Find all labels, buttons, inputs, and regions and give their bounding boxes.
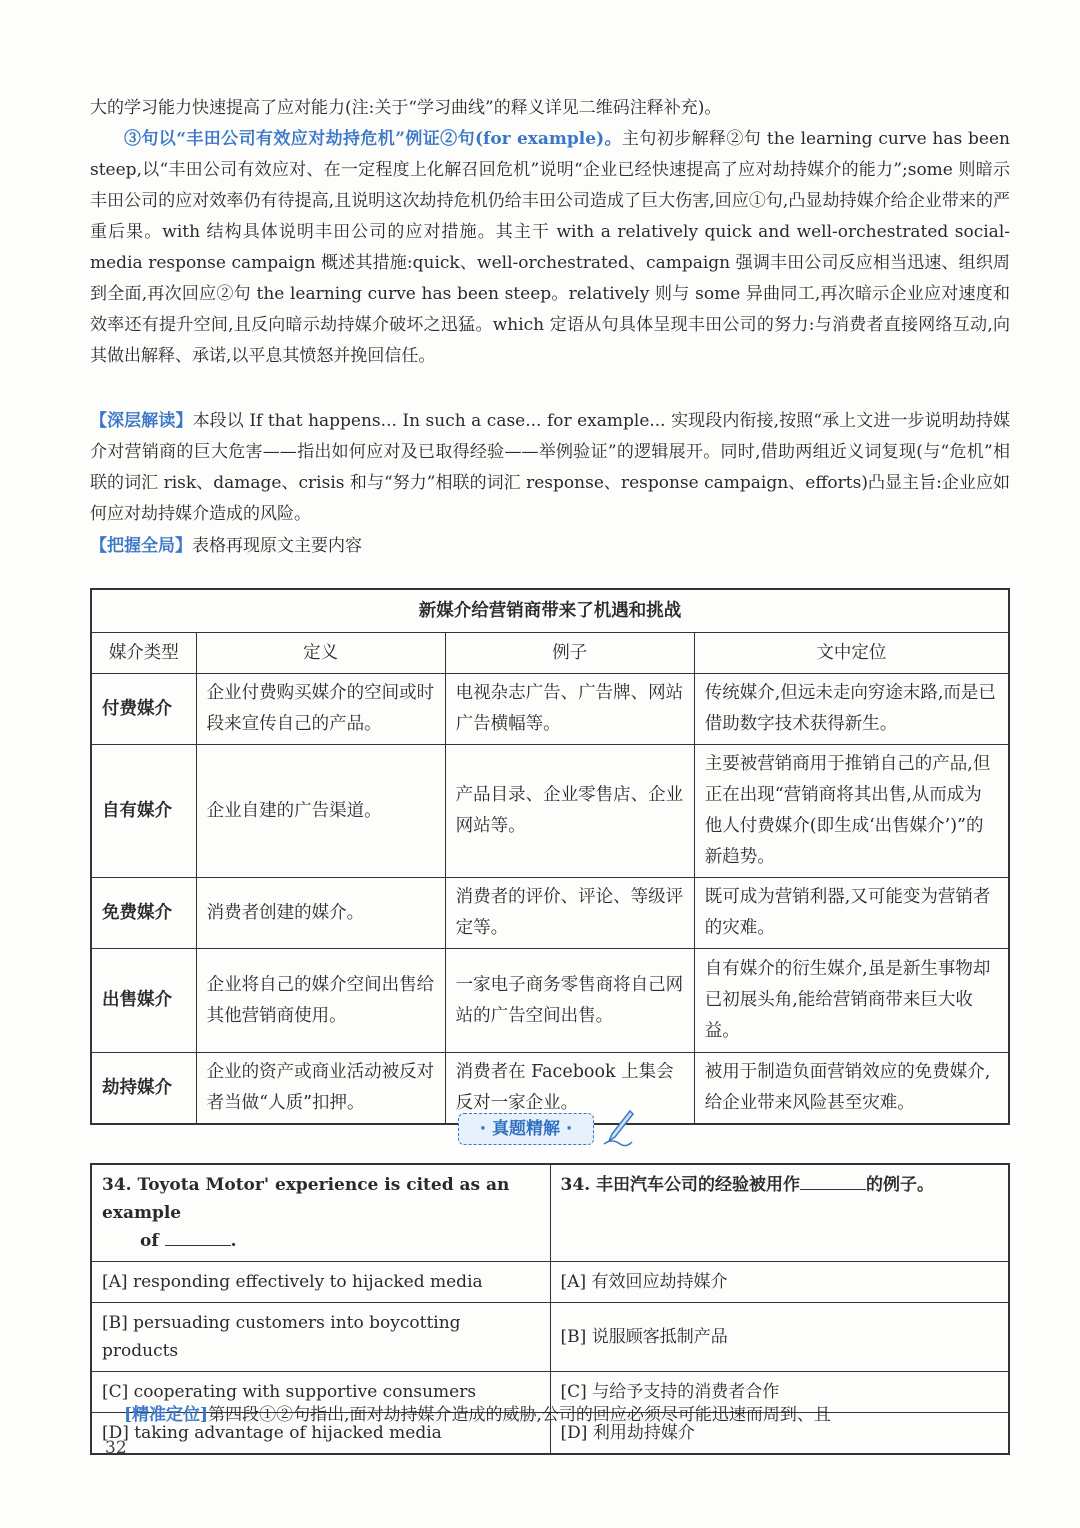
section-tag-locate: [精准定位] <box>124 1405 209 1425</box>
section-badge: · 真题精解 · <box>458 1113 594 1145</box>
paragraph-4: 【把握全局】表格再现原文主要内容 <box>90 536 362 556</box>
page-number: 32 <box>105 1438 127 1458</box>
answer-blank <box>165 1227 231 1246</box>
paragraph-2: ③句以“丰田公司有效应对劫持危机”例证②句(for example)。主句初步解释②句 the learning curve has been steep,以“丰田公司有效应对、在一定程度上化解召回危机”说明“企业已经快速提高了应对劫持媒介的能力”;some 则暗示丰田公司的应对效率仍有待提高,且说明这次劫持危机仍给丰田公司造成了巨大伤害,回应①句,凸显劫持媒介给企业带来的严重后果。with 结构具体说明丰田公司的应对措施。其主干 with a relatively quick and well-orchestrated social-media response campaign 概述其措施:quick、well-orchestrated、campaign 强调丰田公司反应相当迅速、组织周到全面,再次回应②句 the learning curve has been steep。relatively 则与 some 异曲同工,再次暗示企业应对速度和效率还有提升空间,且反向暗示劫持媒介破坏之迅猛。which 定语从句具体呈现丰田公司的努力:与消费者直接网络互动,向其做出解释、承诺,以平息其愤怒并挽回信任。 <box>90 129 1010 366</box>
answer-blank <box>800 1171 866 1190</box>
question-stem-en: 34. Toyota Motor' experience is cited as an example of . <box>91 1164 550 1262</box>
option-cn: [B] 说服顾客抵制产品 <box>550 1303 1009 1372</box>
option-row <box>91 1303 1009 1372</box>
table-row: 自有媒介 企业自建的广告渠道。 产品目录、企业零售店、企业网站等。 主要被营销商用于推销自己的产品,但正在出现“营销商将其出售,从而成为他人付费媒介(即生成‘出售媒介’)”的新趋势。 <box>91 745 1009 878</box>
section-tag-deep: 【深层解读】 <box>90 411 193 431</box>
highlight-lead: ③句以“丰田公司有效应对劫持危机”例证②句(for example)。 <box>124 129 622 149</box>
table-row: 免费媒介 消费者创建的媒介。 消费者的评价、评论、等级评定等。 既可成为营销利器,又可能变为营销者的灾难。 <box>91 878 1009 949</box>
option-cn: [D] 利用劫持媒介 <box>550 1413 1009 1455</box>
pen-icon <box>600 1108 636 1148</box>
option-cn: [A] 有效回应劫持媒介 <box>550 1262 1009 1303</box>
section-tag-overview: 【把握全局】 <box>90 536 192 556</box>
table-row: 劫持媒介 企业的资产或商业活动被反对者当做“人质”扣押。 消费者在 Facebook 上集会反对一家企业。 被用于制造负面营销效应的免费媒介,给企业带来风险甚至灾难。 <box>91 1053 1009 1125</box>
option-en: [D] taking advantage of hijacked media <box>91 1413 550 1455</box>
paragraph-5: [精准定位]第四段①②句指出,面对劫持媒介造成的威胁,公司的回应必须尽可能迅速而周到、且 <box>124 1405 831 1425</box>
table-header: 定义 <box>196 633 445 674</box>
option-en: [B] persuading customers into boycotting products <box>91 1303 550 1372</box>
paragraph-1: 大的学习能力快速提高了应对能力(注:关于“学习曲线”的释义详见二维码注释补充)。 <box>90 98 722 118</box>
media-table <box>90 588 1010 1125</box>
table-header: 媒介类型 <box>91 633 196 674</box>
table-row: 付费媒介 企业付费购买媒介的空间或时段来宣传自己的产品。 电视杂志广告、广告牌、网站广告横幅等。 传统媒介,但远未走向穷途末路,而是已借助数字技术获得新生。 <box>91 674 1009 745</box>
option-row <box>91 1262 1009 1303</box>
table-title: 新媒介给营销商带来了机遇和挑战 <box>91 589 1009 633</box>
paragraph-3: 【深层解读】本段以 If that happens... In such a case... for example... 实现段内衔接,按照“承上文进一步说明劫持媒介对营销商的巨大危害——指出如何应对及已取得经验——举例验证”的逻辑展开。同时,借助两组近义词复现(与“危机”相联的词汇 risk、damage、crisis 和与“努力”相联的词汇 response、response campaign、efforts)凸显主旨:企业应如何应对劫持媒介造成的风险。 <box>90 411 1011 524</box>
question-stem-cn: 34. 丰田汽车公司的经验被用作 的例子。 <box>550 1164 1009 1262</box>
option-en: [C] cooperating with supportive consumers <box>91 1372 550 1413</box>
option-en: [A] responding effectively to hijacked media <box>91 1262 550 1303</box>
table-row: 出售媒介 企业将自己的媒介空间出售给其他营销商使用。 一家电子商务零售商将自己网站的广告空间出售。 自有媒介的衍生媒介,虽是新生事物却已初展头角,能给营销商带来巨大收益。 <box>91 949 1009 1053</box>
table-header: 例子 <box>445 633 694 674</box>
option-cn: [C] 与给予支持的消费者合作 <box>550 1372 1009 1413</box>
table-header: 文中定位 <box>694 633 1009 674</box>
